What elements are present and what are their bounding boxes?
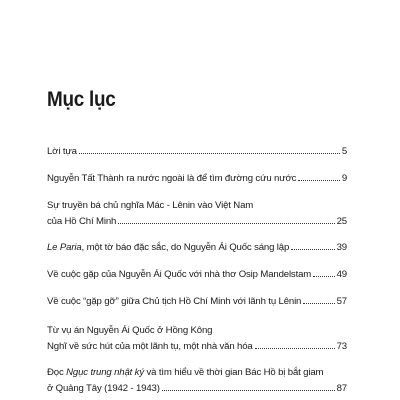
dot-leader bbox=[313, 275, 335, 277]
toc-entry-title: Đọc bbox=[47, 367, 67, 378]
toc-entry-title: Về cuộc gặp của Nguyễn Ái Quốc với nhà thơ Osip Mandelstam bbox=[47, 269, 312, 280]
toc-entry-title: Nguyễn Tất Thành ra nước ngoài là để tìm đường cứu nước bbox=[47, 173, 297, 184]
toc-entry[interactable] bbox=[47, 366, 347, 398]
toc-entry[interactable] bbox=[47, 295, 347, 311]
toc-entry-page: 87 bbox=[336, 383, 347, 394]
dot-leader bbox=[162, 389, 335, 391]
dot-leader bbox=[118, 222, 334, 224]
toc-entry-title-line: ở Quảng Tây (1942 - 1943) bbox=[47, 383, 160, 394]
toc-entry-page: 9 bbox=[341, 173, 347, 184]
dot-leader bbox=[298, 179, 340, 181]
toc-entry-title-line: Sự truyền bá chủ nghĩa Mác - Lênin vào Việt Nam bbox=[47, 200, 254, 211]
toc-entry-title: Về cuộc “gặp gỡ” giữa Chủ tịch Hồ Chí Minh với lãnh tụ Lênin bbox=[47, 296, 302, 307]
dot-leader bbox=[79, 152, 340, 154]
toc-entry-page: 39 bbox=[336, 242, 347, 253]
toc-entry-title-line: Nghĩ về sức hút của một lãnh tụ, một nhà văn hóa bbox=[47, 341, 253, 352]
dot-leader bbox=[255, 347, 335, 349]
toc-entry-title: Lời tựa bbox=[47, 146, 77, 157]
toc-entry[interactable] bbox=[47, 324, 347, 356]
toc-entry-page: 49 bbox=[336, 269, 347, 280]
toc-entry-title: , một tờ báo đặc sắc, do Nguyễn Ái Quốc sáng lập bbox=[81, 242, 290, 253]
toc-entry-title: và tìm hiểu về thời gian Bác Hồ bị bắt giam bbox=[143, 367, 324, 378]
toc-entry-title-line: của Hồ Chí Minh bbox=[47, 216, 117, 227]
toc-entry[interactable] bbox=[47, 241, 347, 257]
dot-leader bbox=[303, 302, 334, 304]
page-title: Mục lục bbox=[47, 88, 116, 111]
toc-entry-title-italic: Ngục trung nhật ký bbox=[66, 367, 144, 378]
toc-entry-page: 5 bbox=[341, 146, 347, 157]
toc-entry[interactable] bbox=[47, 199, 347, 231]
toc-entry[interactable] bbox=[47, 145, 347, 161]
toc-entry-page: 57 bbox=[336, 296, 347, 307]
toc-entry[interactable] bbox=[47, 172, 347, 188]
toc-entry[interactable] bbox=[47, 268, 347, 284]
toc-entry-title-italic: Le Paria bbox=[47, 242, 82, 253]
toc-entry-page: 25 bbox=[336, 216, 347, 227]
toc-entry-page: 73 bbox=[336, 341, 347, 352]
dot-leader bbox=[291, 248, 334, 250]
toc-entry-title-line: Từ vụ án Nguyễn Ái Quốc ở Hồng Kông bbox=[47, 325, 213, 336]
